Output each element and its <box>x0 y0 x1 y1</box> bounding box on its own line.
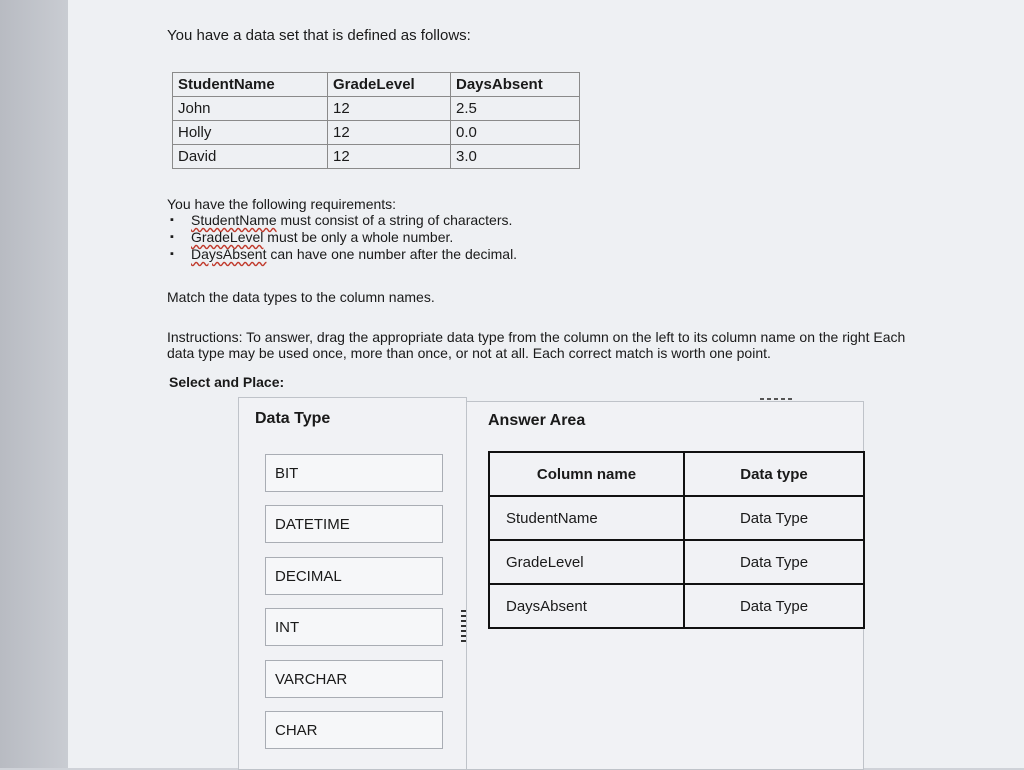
answer-area-title: Answer Area <box>488 412 586 429</box>
requirement-item <box>167 246 517 263</box>
table-row <box>173 121 580 145</box>
table-row <box>489 540 864 584</box>
table-cell: Holly <box>173 121 328 145</box>
drop-target-gradelevel[interactable]: Data Type <box>684 540 864 584</box>
requirement-term: GradeLevel <box>191 229 264 245</box>
requirements-list <box>167 212 517 263</box>
dash-marker <box>760 398 794 400</box>
column-name-cell: DaysAbsent <box>489 584 684 628</box>
table-cell: 12 <box>328 145 451 169</box>
table-row <box>489 584 864 628</box>
table-row <box>173 145 580 169</box>
dataset-table <box>172 72 580 169</box>
drop-target-studentname[interactable]: Data Type <box>684 496 864 540</box>
table-row <box>173 97 580 121</box>
dataset-header-row <box>173 73 580 97</box>
draggable-char[interactable]: CHAR <box>265 711 443 749</box>
match-instruction: Match the data types to the column names. <box>167 289 435 305</box>
column-name-cell: StudentName <box>489 496 684 540</box>
requirement-text: must consist of a string of characters. <box>276 212 513 228</box>
data-type-panel-title: Data Type <box>255 410 331 427</box>
draggable-int[interactable]: INT <box>265 608 443 646</box>
data-type-panel <box>238 397 467 770</box>
left-shadow <box>0 0 68 768</box>
intro-text: You have a data set that is defined as follows: <box>167 27 471 44</box>
requirement-text: can have one number after the decimal. <box>266 246 518 262</box>
draggable-decimal[interactable]: DECIMAL <box>265 557 443 595</box>
answer-table <box>488 451 865 629</box>
requirement-text: must be only a whole number. <box>263 229 454 245</box>
requirement-term: StudentName <box>191 212 277 228</box>
draggable-bit[interactable]: BIT <box>265 454 443 492</box>
table-cell: David <box>173 145 328 169</box>
answer-header-row <box>489 452 864 496</box>
table-cell: 2.5 <box>451 97 580 121</box>
column-name-header: Column name <box>489 452 684 496</box>
requirements-title: You have the following requirements: <box>167 196 397 212</box>
dataset-header-gradelevel: GradeLevel <box>328 73 451 97</box>
draggable-datetime[interactable]: DATETIME <box>265 505 443 543</box>
dataset-header-studentname: StudentName <box>173 73 328 97</box>
table-cell: 12 <box>328 121 451 145</box>
data-type-header: Data type <box>684 452 864 496</box>
requirement-item <box>167 229 517 246</box>
table-cell: 12 <box>328 97 451 121</box>
select-place-label: Select and Place: <box>169 374 285 390</box>
table-cell: 0.0 <box>451 121 580 145</box>
draggable-varchar[interactable]: VARCHAR <box>265 660 443 698</box>
drop-target-daysabsent[interactable]: Data Type <box>684 584 864 628</box>
requirement-item <box>167 212 517 229</box>
table-cell: John <box>173 97 328 121</box>
column-name-cell: GradeLevel <box>489 540 684 584</box>
dataset-header-daysabsent: DaysAbsent <box>451 73 580 97</box>
requirement-term: DaysAbsent <box>191 246 267 262</box>
instructions-text: Instructions: To answer, drag the appropriate data type from the column on the left to its column name on the right Each data type may be used once, more than once, or not at all. Each correct match is worth one point. <box>167 329 906 361</box>
table-row <box>489 496 864 540</box>
table-cell: 3.0 <box>451 145 580 169</box>
